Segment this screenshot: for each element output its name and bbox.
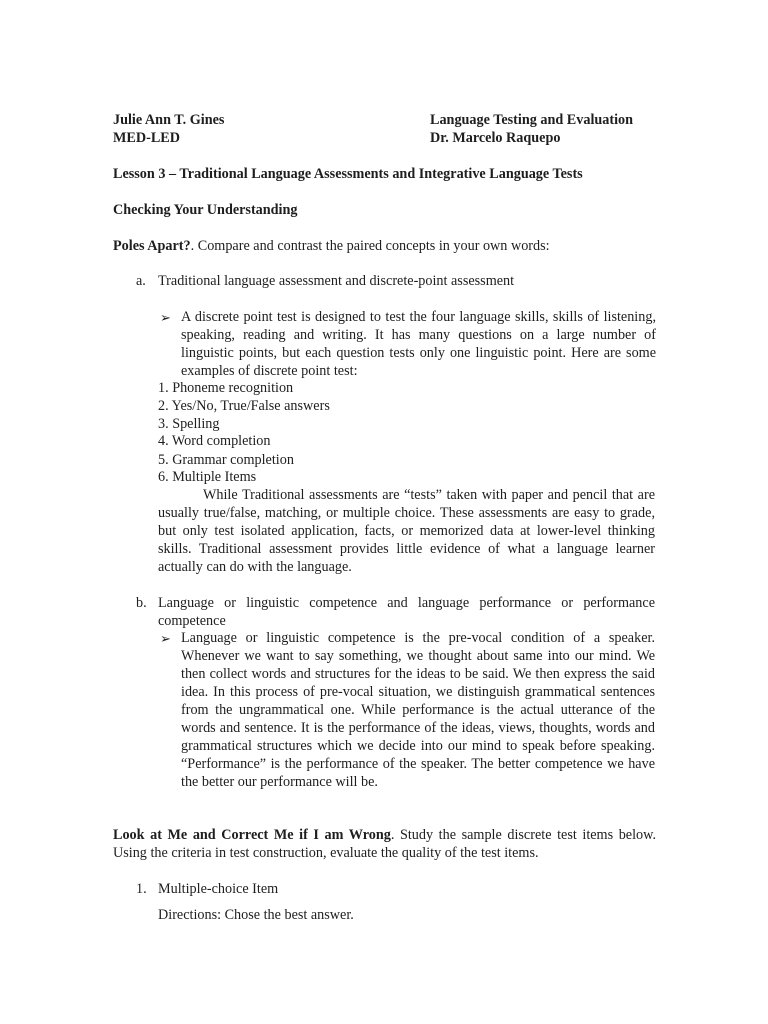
author-name: Julie Ann T. Gines bbox=[113, 112, 225, 128]
poles-apart-instruction: . Compare and contrast the paired concepts in your own words: bbox=[190, 238, 550, 254]
item-a-bullet-text: A discrete point test is designed to test the four language skills, skills of listening, speaking, reading and writing. It has many questions on a large number of linguistic points, but each question tests only one linguistic point. Here are some examples of discrete point test: bbox=[181, 309, 656, 379]
arrow-bullet-icon: ➢ bbox=[160, 310, 171, 325]
item-b-bullet-text: Language or linguistic competence is the pre-vocal condition of a speaker. Whenever we want to say something, we thought about same into our mind. We then collect words and structures for the ideas to be said. We then express the said idea. In this process of pre-vocal situation, we distinguish grammatical sentences from the ungrammatical one. While performance is the actual utterance of the words and sentence. It is the performance of the ideas, views, thoughts, words and grammatical structures which we decide into our mind to speak before speaking. “Performance” is the performance of the speaker. The better competence we have the better our performance will be. bbox=[181, 630, 655, 790]
look-at-me-paragraph bbox=[113, 826, 656, 862]
item-1-title: Multiple-choice Item bbox=[158, 881, 279, 897]
lesson-title: Lesson 3 – Traditional Language Assessments and Integrative Language Tests bbox=[113, 166, 583, 182]
example-item-5: 5. Grammar completion bbox=[158, 452, 294, 468]
example-item-4: 4. Word completion bbox=[158, 433, 271, 449]
item-b-title: Language or linguistic competence and language performance or performance competence bbox=[158, 595, 655, 629]
item-1-marker: 1. bbox=[136, 881, 147, 897]
example-item-6: 6. Multiple Items bbox=[158, 469, 257, 485]
item-a-paragraph: While Traditional assessments are “tests” taken with paper and pencil that are usually true/false, matching, or multiple choice. These assessments are easy to grade, but only test isolated application, facts, or memorized data at lower-level thinking skills. Traditional assessment provides little evidence of what a language learner actually can do with the language. bbox=[158, 487, 655, 575]
section-title: Checking Your Understanding bbox=[113, 202, 298, 218]
item-b-marker: b. bbox=[136, 595, 147, 611]
poles-apart-line bbox=[113, 237, 550, 255]
course-name: Language Testing and Evaluation bbox=[430, 112, 634, 128]
program-name: MED-LED bbox=[113, 130, 180, 146]
item-1-directions: Directions: Chose the best answer. bbox=[158, 907, 354, 923]
example-item-1: 1. Phoneme recognition bbox=[158, 380, 294, 396]
example-item-2: 2. Yes/No, True/False answers bbox=[158, 398, 330, 414]
poles-apart-label: Poles Apart? bbox=[113, 238, 191, 254]
item-a-marker: a. bbox=[136, 273, 146, 289]
arrow-bullet-icon: ➢ bbox=[160, 631, 171, 646]
look-at-me-instruction: . Study the sample discrete test items below. Using the criteria in test construction, evaluate the quality of the test items. bbox=[113, 827, 657, 861]
example-item-3: 3. Spelling bbox=[158, 416, 220, 432]
item-a-title: Traditional language assessment and discrete-point assessment bbox=[158, 273, 515, 289]
professor-name: Dr. Marcelo Raquepo bbox=[430, 130, 561, 146]
look-at-me-label: Look at Me and Correct Me if I am Wrong bbox=[113, 827, 391, 843]
